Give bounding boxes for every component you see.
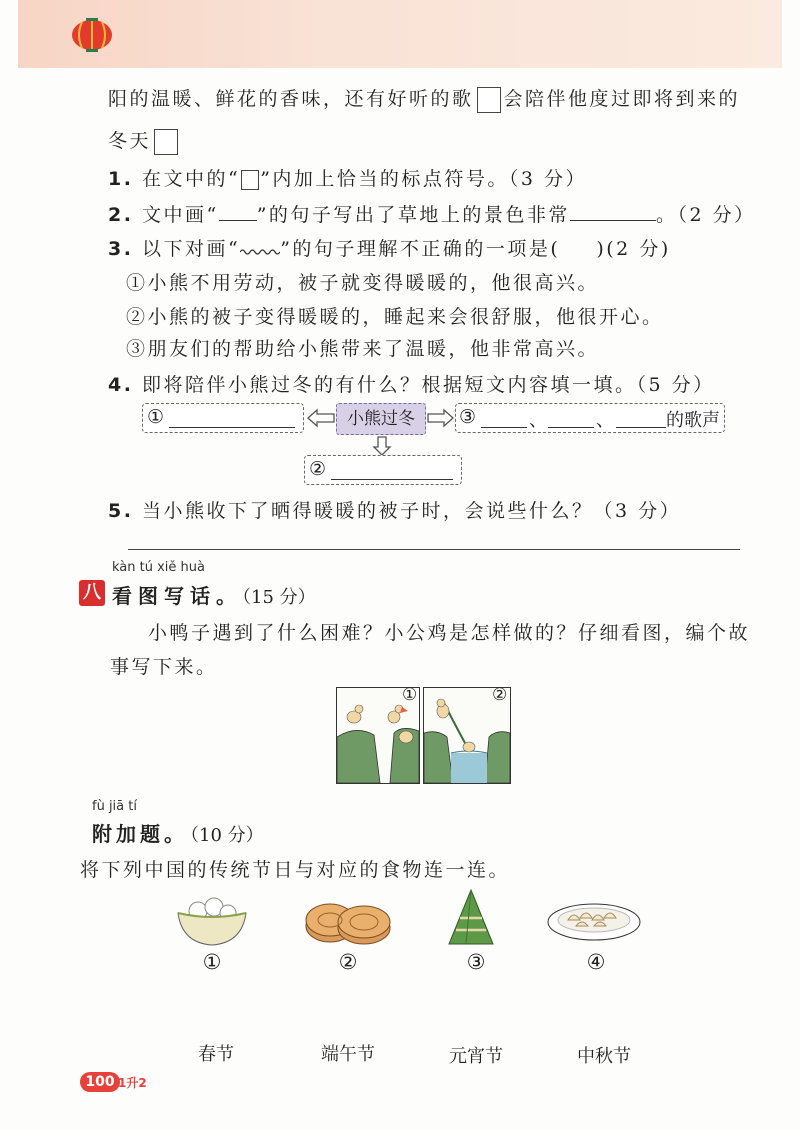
writing-prompt-line-1: 小鸭子遇到了什么困难？小公鸡是怎样做的？仔细看图，编个故 <box>148 622 751 644</box>
food-number-2: ② <box>338 950 358 974</box>
question-3: 3. 以下对画“ ”的句子理解不正确的一项是( )(2 分) <box>108 238 671 260</box>
lantern-icon <box>70 18 114 54</box>
page-header-band <box>18 0 782 68</box>
punctuation-box[interactable] <box>154 129 178 155</box>
left-arrow-icon <box>306 408 336 428</box>
dumplings-plate-image[interactable] <box>546 898 642 942</box>
answer-box-3[interactable]: ③ 、 、 的歌声 <box>455 403 725 433</box>
option-3: ③朋友们的帮助给小熊带来了温暖，他非常高兴。 <box>126 338 600 360</box>
option-2: ②小熊的被子变得暖暖的，睡起来会很舒服，他很开心。 <box>126 306 664 328</box>
page-number: 100 <box>80 1072 120 1092</box>
question-2: 2. 文中画“ ”的句子写出了草地上的景色非常 。（2 分） <box>108 204 756 226</box>
panel-2-number: ② <box>492 685 508 705</box>
panel-1-number: ① <box>402 685 418 705</box>
question-4: 4. 即将陪伴小熊过冬的有什么？根据短文内容填一填。（5 分） <box>108 374 715 396</box>
straight-underline-symbol <box>219 220 257 221</box>
festival-label-2[interactable]: 端午节 <box>321 1044 375 1065</box>
writing-prompt-line-2: 事写下来。 <box>110 656 218 678</box>
box-symbol <box>241 170 259 190</box>
answer-line[interactable] <box>128 549 740 550</box>
food-number-3: ③ <box>466 950 486 974</box>
festival-label-1[interactable]: 春节 <box>198 1044 234 1065</box>
bonus-heading: 附加题。（10 分） <box>92 822 264 846</box>
answer-box-1[interactable]: ① <box>142 403 304 433</box>
answer-blank[interactable] <box>570 220 656 221</box>
bonus-instruction: 将下列中国的传统节日与对应的食物连一连。 <box>80 859 511 881</box>
food-number-4: ④ <box>586 950 606 974</box>
option-1: ①小熊不用劳动，被子就变得暖暖的，他很高兴。 <box>126 272 600 294</box>
section-badge: 八 <box>79 580 105 606</box>
wavy-underline-symbol <box>240 239 280 255</box>
right-arrow-icon <box>427 408 455 428</box>
food-number-1: ① <box>202 950 222 974</box>
punctuation-box[interactable] <box>477 87 501 113</box>
festival-label-3[interactable]: 元宵节 <box>449 1046 503 1067</box>
mooncakes-image[interactable] <box>300 892 396 946</box>
down-arrow-icon <box>372 436 392 456</box>
bonus-pinyin: fù jiā tí <box>92 799 137 814</box>
question-1: 1. 在文中的“ ”内加上恰当的标点符号。（3 分） <box>108 168 588 190</box>
passage-line-2: 冬天 <box>108 126 181 155</box>
center-box: 小熊过冬 <box>336 403 426 435</box>
question-5: 5. 当小熊收下了晒得暖暖的被子时，会说些什么？（3 分） <box>108 500 682 522</box>
tangyuan-bowl-image[interactable] <box>176 893 248 947</box>
grade-label: 1升2 <box>118 1076 147 1090</box>
section-heading: 看图写话。（15 分） <box>112 584 316 608</box>
zongzi-image[interactable] <box>446 888 496 950</box>
section-pinyin: kàn tú xiě huà <box>112 560 205 575</box>
passage-line-1: 阳的温暖、鲜花的香味，还有好听的歌 会陪伴他度过即将到来的 <box>108 84 740 113</box>
festival-label-4[interactable]: 中秋节 <box>577 1046 631 1067</box>
answer-box-2[interactable]: ② <box>304 455 462 485</box>
